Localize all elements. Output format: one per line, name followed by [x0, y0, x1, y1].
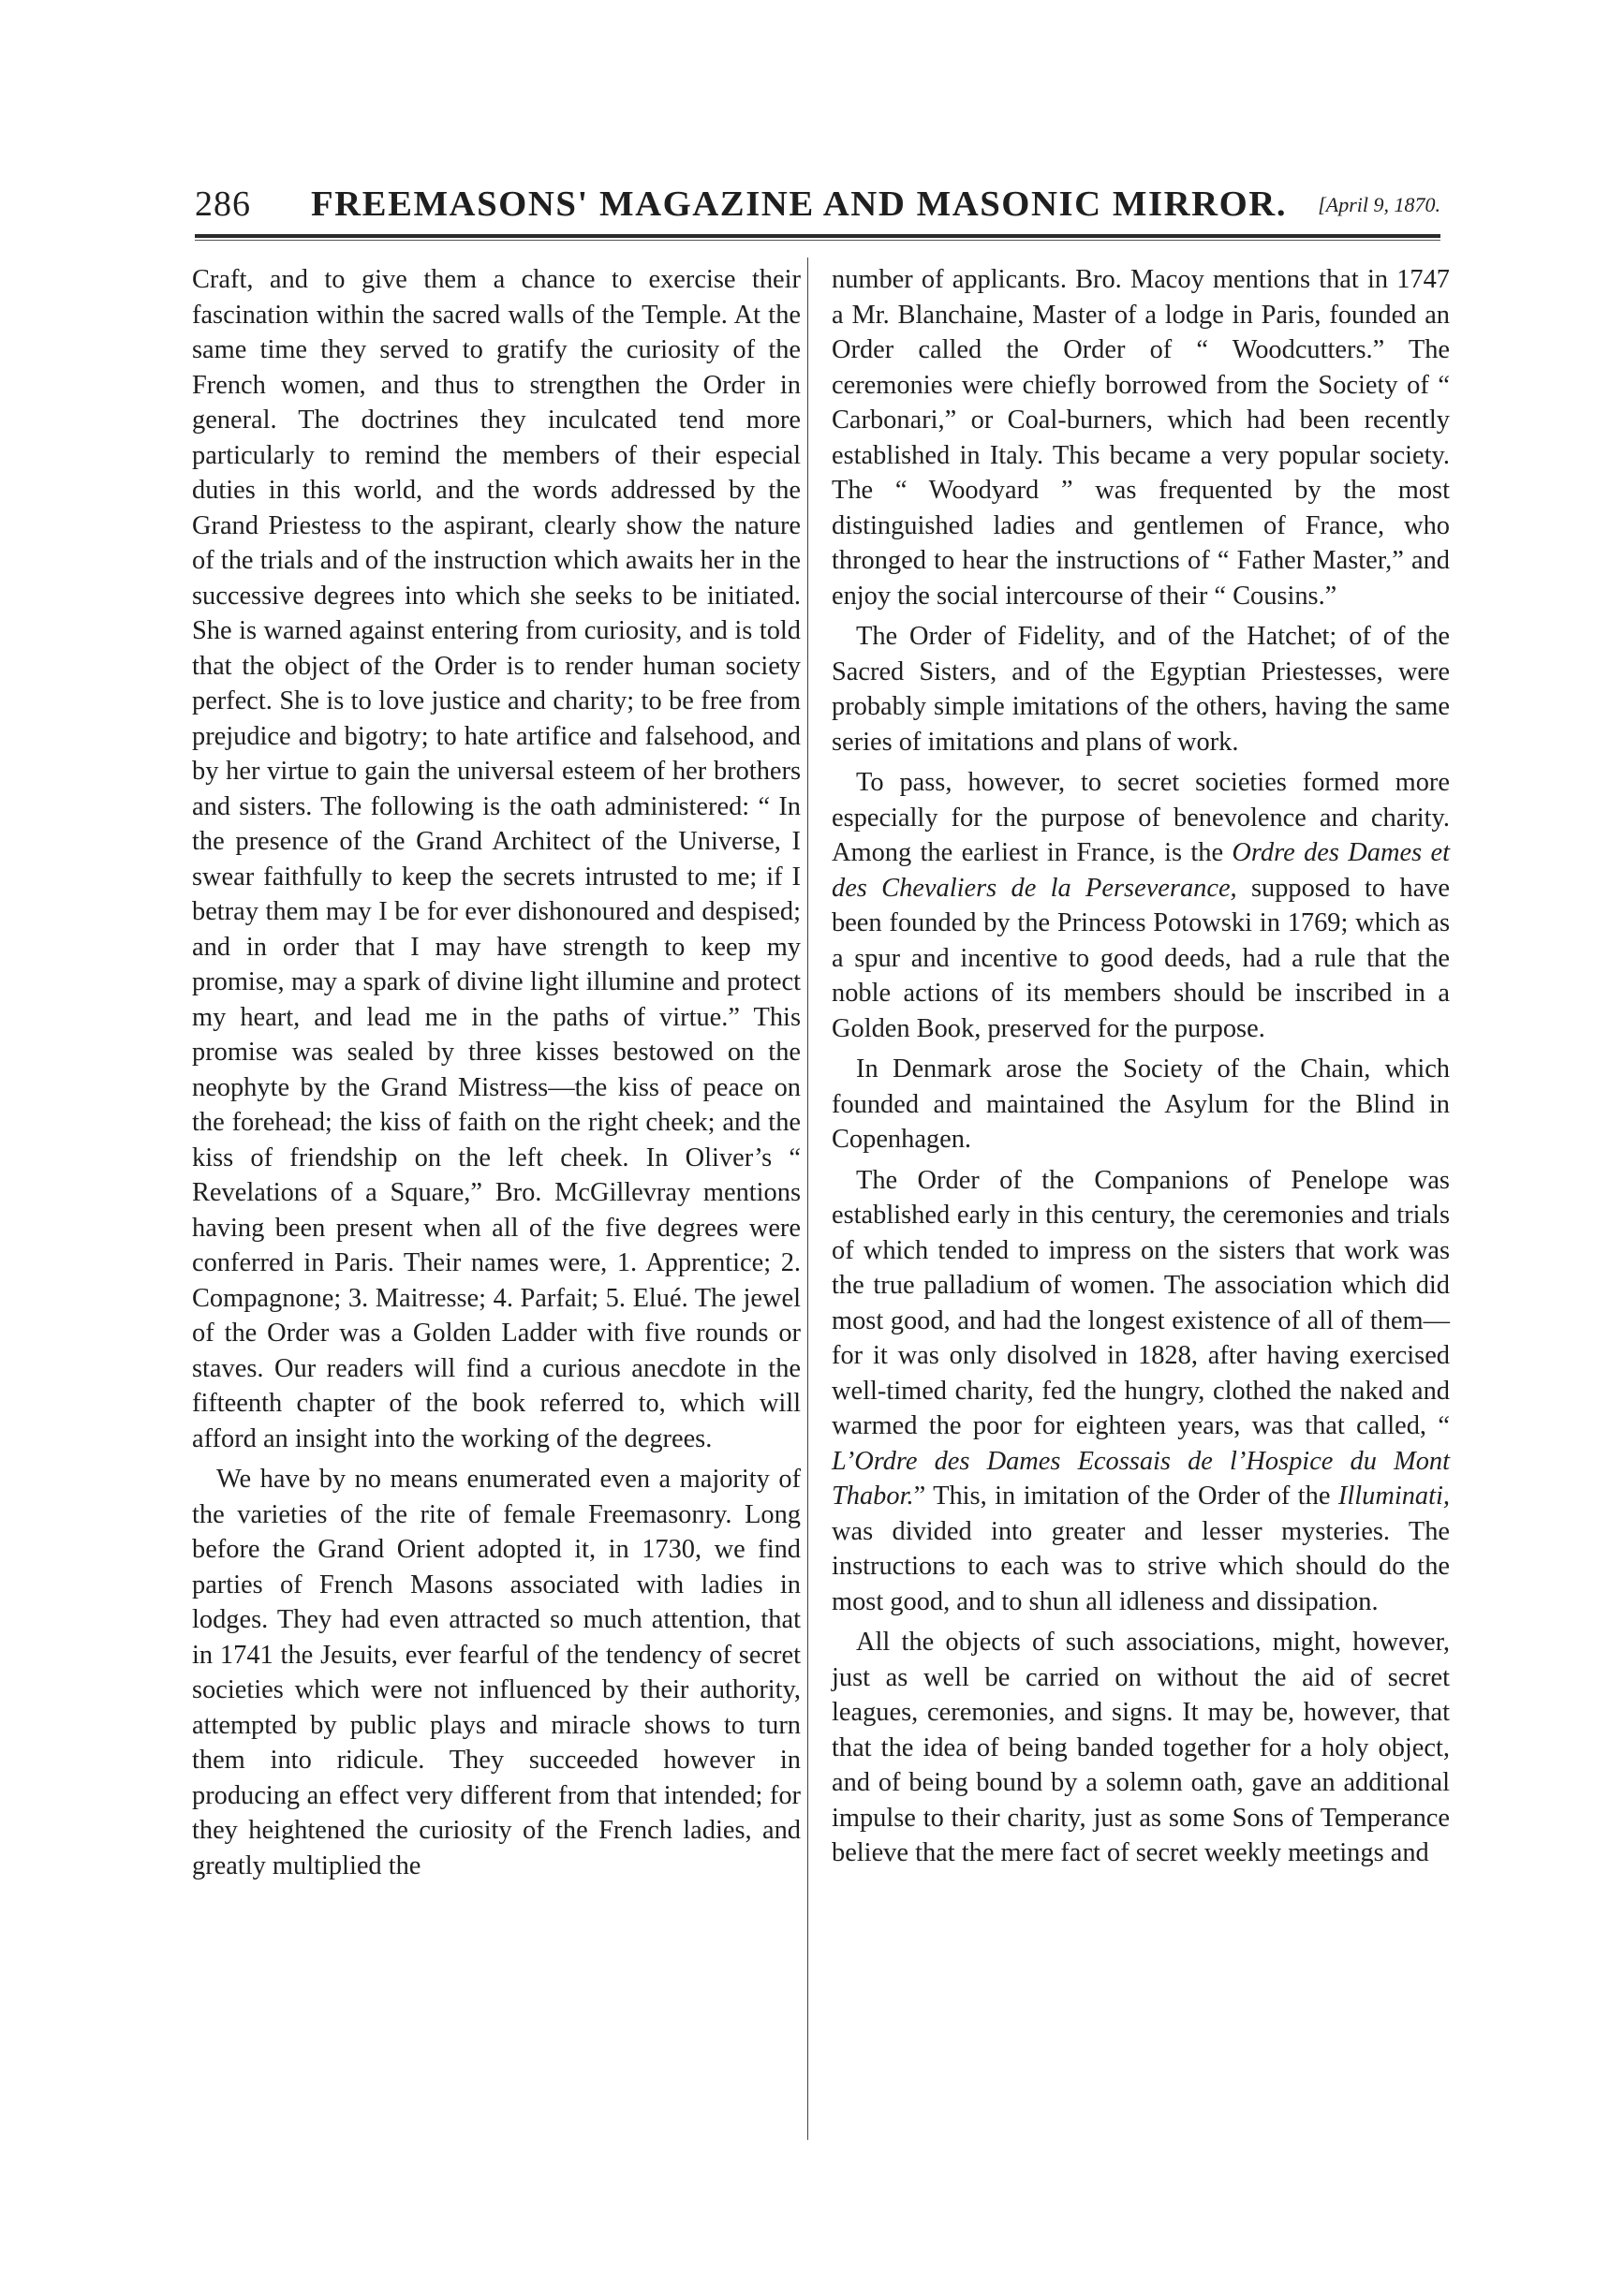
- italic-title: L’Ordre des Dames Ecossais de l’Hospice du Mont Thabor.: [832, 1446, 1450, 1511]
- paragraph: number of applicants. Bro. Macoy mentions that in 1747 a Mr. Blanchaine, Master of a lodge in Paris, founded an Order called the Order of “ Woodcutters.” The ceremonies were chiefly borrowed from the Society of “ Carbonari,” or Coal-burners, which had been recently established in Italy. This became a very popular society. The “ Woodyard ” was frequented by the most distinguished ladies and gentlemen of France, who thronged to hear the instructions of “ Father Master,” and enjoy the social intercourse of their “ Cousins.”: [832, 265, 1450, 611]
- text-run: was divided into greater and lesser mysteries. The instructions to each was to strive which should do the most good, and to shun all idleness and dissipation.: [832, 1516, 1450, 1616]
- right-column: [832, 262, 1450, 1871]
- text-run: supposed to have been founded by the Princess Potowski in 1769; which as a spur and incentive to good deeds, had a rule that the noble actions of its members should be inscribed in a Golden Book, preserved for the purpose.: [832, 873, 1450, 1043]
- italic-term: Illuminati,: [1337, 1482, 1450, 1511]
- paragraph: [832, 1163, 1450, 1620]
- running-title: FREEMASONS' MAGAZINE AND MASONIC MIRROR.: [310, 184, 1288, 224]
- paragraph: [832, 765, 1450, 1046]
- paragraph: All the objects of such associations, might, however, just as well be carried on without the aid of secret leagues, ceremonies, and signs. It may be, however, that that the idea of being banded together for a holy object, and of being bound by a solemn oath, gave an additional impulse to their charity, just as some Sons of Temperance believe that the mere fact of secret weekly meetings and: [832, 1628, 1450, 1867]
- paragraph: Craft, and to give them a chance to exercise their fascination within the sacred walls of the Temple. At the same time they served to gratify the curiosity of the French women, and thus to strengthen the Order in general. The doctrines they inculcated tend more particularly to remind the members of their especial duties in this world, and the words addressed by the Grand Priestess to the aspirant, clearly show the nature of the trials and of the instruction which awaits her in the successive degrees into which she seeks to be initiated. She is warned against entering from curiosity, and is told that the object of the Order is to render human society perfect. She is to love justice and charity; to be free from prejudice and bigotry; to hate artifice and falsehood, and by her virtue to gain the universal esteem of her brothers and sisters. The following is the oath administered: “ In the presence of the Grand Architect of the Universe, I swear faithfully to keep the secrets intrusted to me; if I betray them may I be for ever dishonoured and despised; and in order that I may have strength to keep my promise, may a spark of divine light illumine and protect my heart, and lead me in the paths of virtue.” This promise was sealed by three kisses bestowed on the neophyte by the Grand Mistress—the kiss of peace on the forehead; the kiss of faith on the right cheek; and the kiss of friendship on the left cheek. In Oliver’s “ Revelations of a Square,” Bro. McGillevray mentions having been present when all of the five degrees were conferred in Paris. Their names were, 1. Apprentice; 2. Compagnone; 3. Maitresse; 4. Parfait; 5. Elué. The jewel of the Order was a Golden Ladder with five rounds or staves. Our readers will find a curious anecdote in the fifteenth chapter of the book referred to, which will afford an insight into the working of the degrees.: [192, 265, 801, 1453]
- italic-title: Ordre des Dames et des Chevaliers de la Perseverance,: [832, 838, 1450, 903]
- paragraph: We have by no means enumerated even a majority of the varieties of the rite of female Freemasonry. Long before the Grand Orient adopted it, in 1730, we find parties of French Masons associated with ladies in lodges. They had even attracted so much attention, that in 1741 the Jesuits, ever fearful of the tendency of secret societies which were not influenced by their authority, attempted by public plays and miracle shows to turn them into ridicule. They succeeded however in producing an effect very different from that intended; for they heightened the curiosity of the French ladies, and greatly multiplied the: [192, 1465, 801, 1880]
- column-divider: [807, 258, 808, 2140]
- left-column: [192, 262, 801, 1883]
- paragraph: In Denmark arose the Society of the Chain, which founded and maintained the Asylum for the Blind in Copenhagen.: [832, 1054, 1450, 1154]
- paragraph: The Order of Fidelity, and of the Hatchet; of of the Sacred Sisters, and of the Egyptian Priestesses, were probably simple imitations of the others, having the same series of imitations and plans of work.: [832, 622, 1450, 757]
- text-run: ” This, in imitation of the Order of the: [913, 1482, 1338, 1511]
- header-rule-thin: [195, 240, 1440, 241]
- page-header: [195, 172, 1440, 228]
- text-run: To pass, however, to secret societies formed more especially for the purpose of benevolence and charity. Among the earliest in France, is the: [832, 768, 1450, 867]
- text-run: The Order of the Companions of Penelope was established early in this century, the ceremonies and trials of which tended to impress on the sisters that work was the true palladium of women. The association which did most good, and had the longest existence of all of them—for it was only disolved in 1828, after having exercised well-timed charity, fed the hungry, clothed the naked and warmed the poor for eighteen years, was that called, “: [832, 1165, 1450, 1440]
- header-rule: [195, 234, 1440, 238]
- page-number: 286: [195, 184, 251, 224]
- issue-date: [April 9, 1870.: [1318, 193, 1440, 216]
